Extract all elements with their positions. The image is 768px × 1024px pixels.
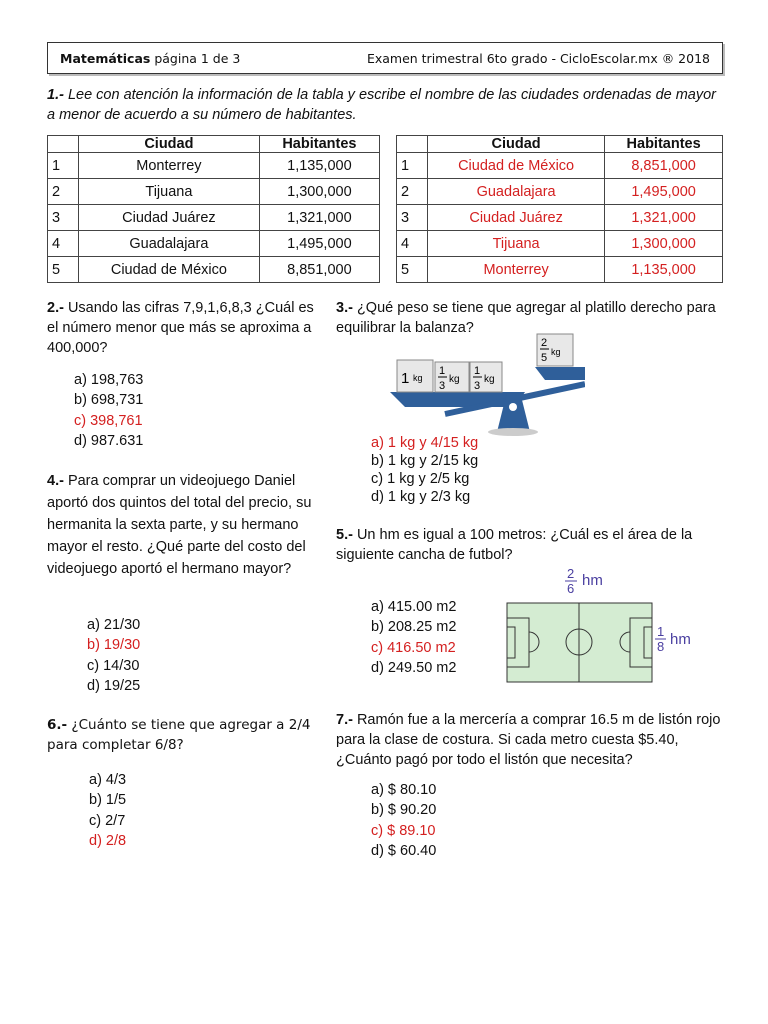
table-row [397,231,723,257]
answer-option: b) 698,731 [74,392,144,409]
answer-option: c) 416.50 m2 [371,639,456,656]
column-header: Habitantes [259,136,379,153]
table-row [48,231,380,257]
q7-options [357,780,436,861]
rank-cell: 3 [48,205,79,231]
answer-option: d) 1 kg y 2/3 kg [371,489,471,505]
svg-text:2: 2 [567,566,575,581]
balance-scale-image [385,332,585,442]
answer-option: a) 198,763 [74,372,144,388]
table-ordered [396,135,723,283]
answer-option: b) 1 kg y 2/15 kg [371,453,479,469]
answer-option: c) $ 89.10 [371,822,436,839]
city-cell: Tijuana [79,179,260,205]
answer-option: b) 1/5 [89,792,127,809]
table-header-row [48,136,380,153]
rank-cell: 3 [397,205,428,231]
population-cell: 1,300,000 [605,231,723,257]
question-6: 6.- ¿Cuánto se tiene que agregar a 2/4 para completar 6/8? [47,717,311,753]
answer-option: d) 249.50 m2 [371,659,457,676]
svg-text:hm: hm [582,572,603,589]
table-row [397,153,723,179]
city-cell: Ciudad de México [79,257,260,283]
rank-cell: 1 [397,153,428,179]
q4-options [73,615,140,696]
q3-options [357,434,478,506]
rank-cell: 1 [48,153,79,179]
svg-text:1: 1 [401,370,410,387]
city-cell: Guadalajara [428,179,605,205]
answer-option: b) $ 90.20 [371,802,437,819]
question-2: 2.- Usando las cifras 7,9,1,6,8,3 ¿Cuál es el número menor que más se aproxima a 400,000? [47,300,314,356]
city-cell: Ciudad Juárez [428,205,605,231]
answer-option: c) 2/7 [89,812,126,829]
svg-text:kg: kg [484,374,495,385]
rank-cell: 2 [397,179,428,205]
answer-option: c) 1 kg y 2/5 kg [371,471,470,487]
q5-options [357,597,456,678]
svg-text:kg: kg [449,374,460,385]
answer-option: c) 398,761 [74,412,143,429]
answer-option: d) 19/25 [87,677,141,694]
population-cell: 8,851,000 [259,257,379,283]
question-7: 7.- Ramón fue a la mercería a comprar 16.5 m de listón rojo para la clase de costura. Si cada metro cuesta $5.40, ¿Cuánto pagó por todo el listón que necesita? [336,712,721,768]
city-cell: Guadalajara [79,231,260,257]
question-5: 5.- Un hm es igual a 100 metros: ¿Cuál es el área de la siguiente cancha de futbol? [336,527,693,563]
answer-option: d) 2/8 [89,832,127,849]
question-3: 3.- ¿Qué peso se tiene que agregar al platillo derecho para equilibrar la balanza? [336,300,716,336]
table-original [47,135,380,283]
table-row [397,257,723,283]
subject: Matemáticas [60,51,151,66]
svg-text:3: 3 [474,380,481,392]
table-row [397,179,723,205]
answer-option: a) 21/30 [87,617,141,633]
table-row [48,179,380,205]
table-row [48,257,380,283]
column-header: Ciudad [428,136,605,153]
population-cell: 1,495,000 [259,231,379,257]
rank-cell: 5 [397,257,428,283]
population-cell: 1,135,000 [259,153,379,179]
q2-options [60,370,143,451]
page-number: página 1 de 3 [150,51,241,66]
exam-title: Examen trimestral 6to grado - CicloEscolar.mx ® 2018 [366,51,710,66]
page-header [47,42,723,74]
soccer-field-image [495,562,705,687]
answer-option: a) $ 80.10 [371,782,437,798]
answer-option: c) 14/30 [87,657,140,674]
city-cell: Monterrey [79,153,260,179]
city-cell: Ciudad de México [428,153,605,179]
answer-option: d) $ 60.40 [371,842,437,859]
answer-option: a) 4/3 [89,772,127,788]
table-row [48,205,380,231]
column-header: Habitantes [605,136,723,153]
answer-option: b) 208.25 m2 [371,619,457,636]
svg-text:1: 1 [474,365,481,377]
q6-options [75,770,126,851]
table-row [48,153,380,179]
answer-option: a) 415.00 m2 [371,599,457,615]
population-cell: 1,321,000 [259,205,379,231]
rank-cell: 5 [48,257,79,283]
rank-cell: 4 [397,231,428,257]
city-cell: Tijuana [428,231,605,257]
svg-text:3: 3 [439,380,446,392]
rank-cell: 4 [48,231,79,257]
population-cell: 1,321,000 [605,205,723,231]
answer-option: b) 19/30 [87,637,141,654]
city-cell: Ciudad Juárez [79,205,260,231]
svg-text:hm: hm [670,631,691,648]
svg-text:2: 2 [541,337,548,349]
population-cell: 1,495,000 [605,179,723,205]
city-cell: Monterrey [428,257,605,283]
svg-text:8: 8 [657,639,665,654]
table-header-row [397,136,723,153]
rank-cell: 2 [48,179,79,205]
population-cell: 1,135,000 [605,257,723,283]
answer-option: a) 1 kg y 4/15 kg [371,435,479,451]
svg-text:5: 5 [541,352,548,364]
population-cell: 1,300,000 [259,179,379,205]
question-1: 1.- Lee con atención la información de la tabla y escribe el nombre de las ciudades ordenadas de mayor a menor de acuerdo a su número de habitantes. [47,87,717,123]
table-row [397,205,723,231]
answer-option: d) 987.631 [74,432,144,449]
svg-text:1: 1 [657,624,665,639]
svg-text:1: 1 [439,365,446,377]
question-4: 4.- Para comprar un videojuego Daniel aportó dos quintos del total del precio, su hermanita la sexta parte, y su hermano mayor el resto. ¿Qué parte del costo del videojuego aportó el hermano mayor? [47,473,312,577]
svg-text:kg: kg [551,347,561,357]
svg-text:6: 6 [567,581,575,596]
svg-text:kg: kg [413,373,423,383]
population-cell: 8,851,000 [605,153,723,179]
column-header: Ciudad [79,136,260,153]
